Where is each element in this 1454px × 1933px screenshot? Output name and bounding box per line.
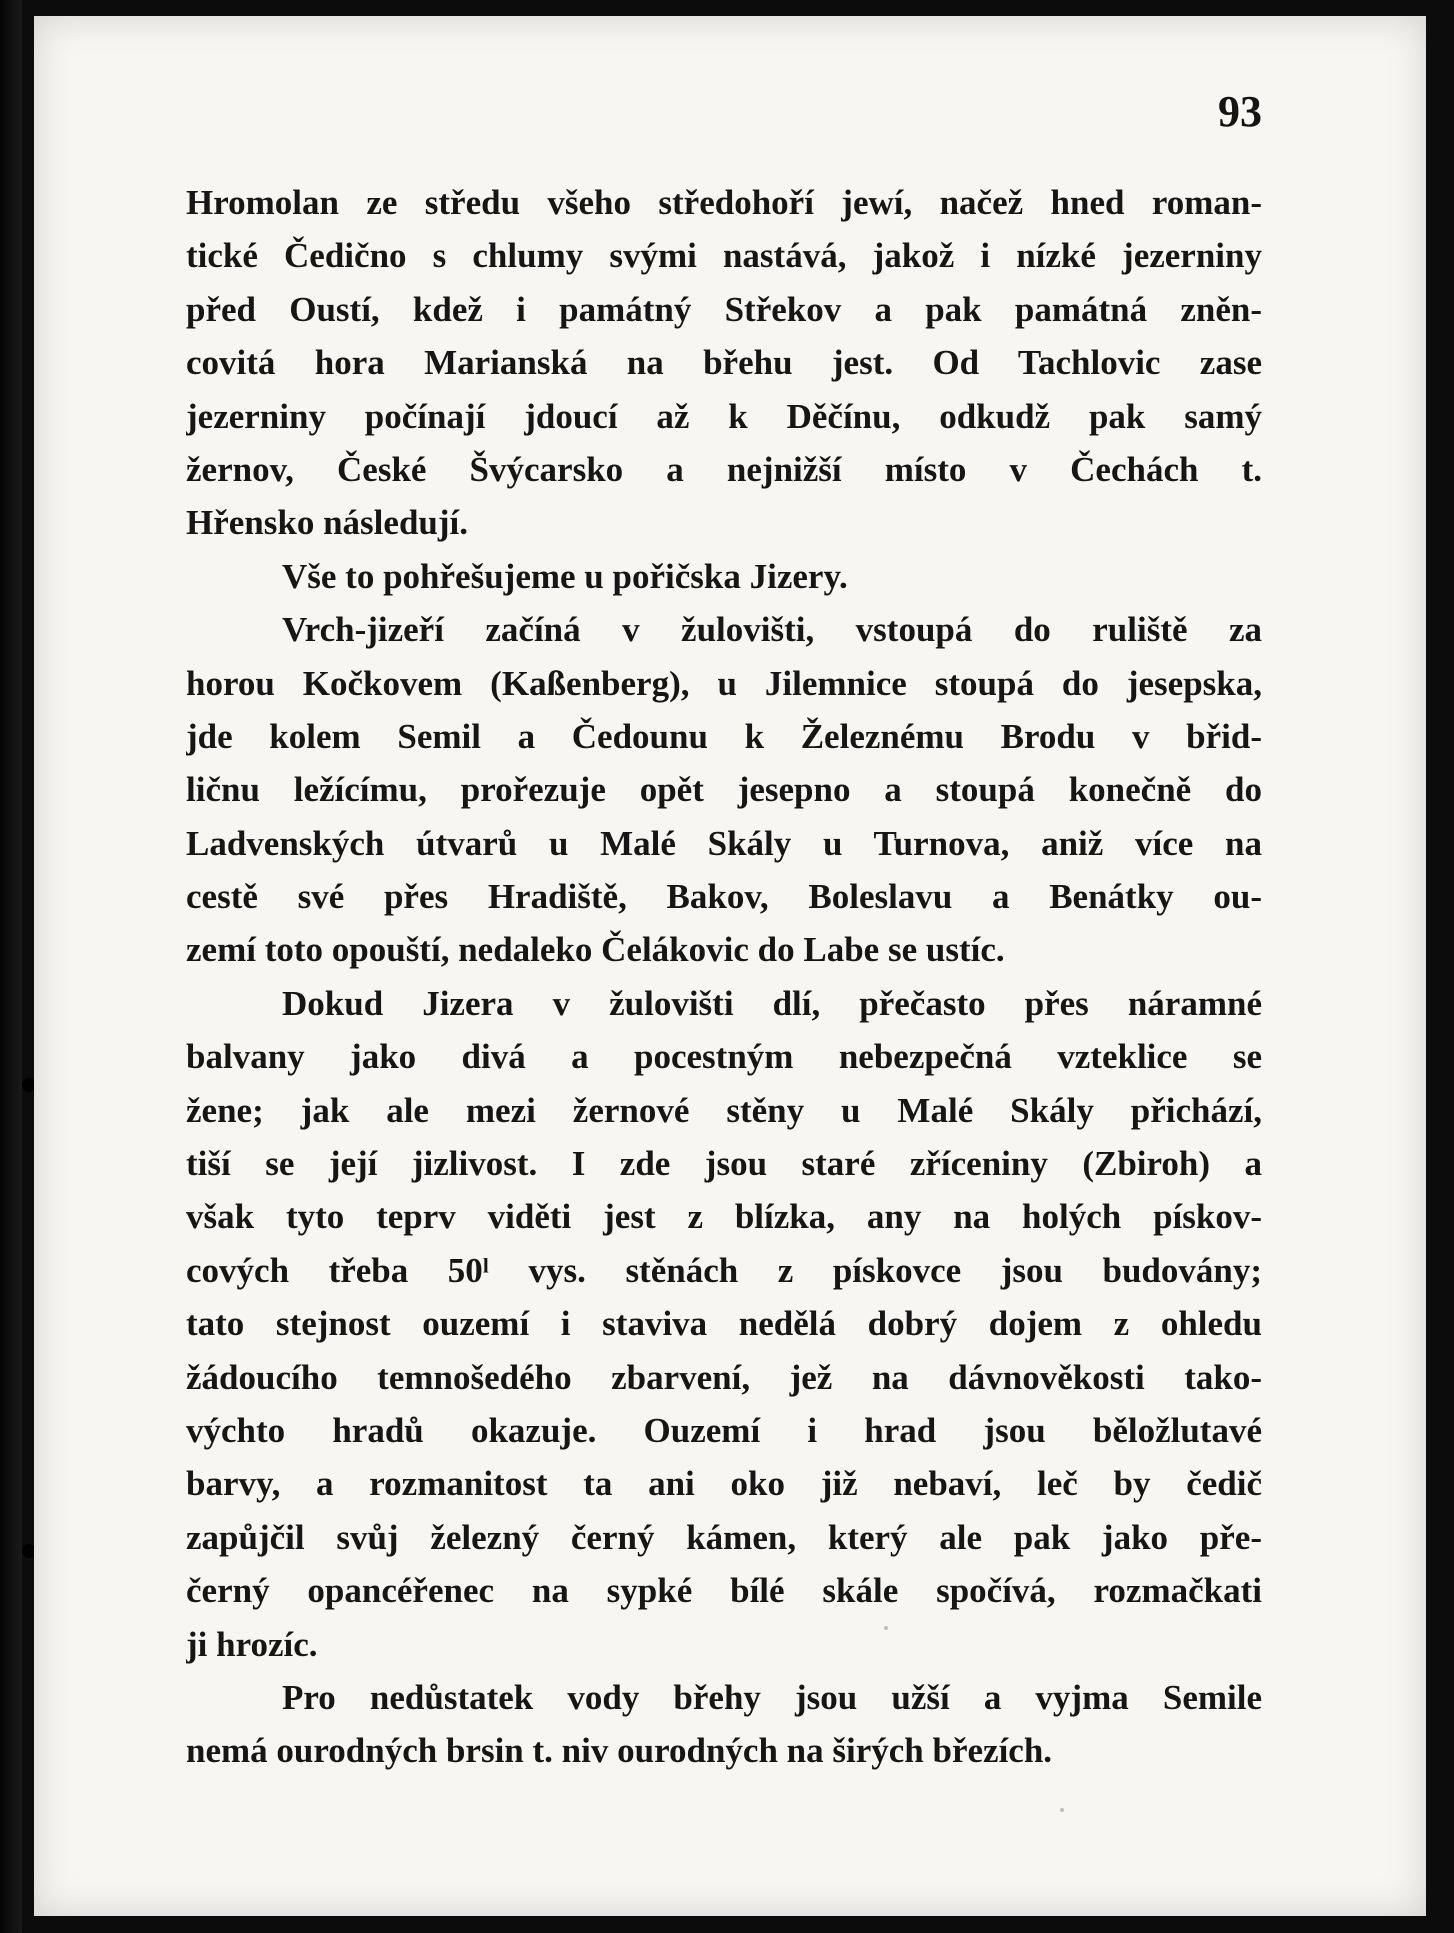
text-line: žernov, České Švýcarsko a nejnižší místo v Čechách t. <box>186 449 1262 489</box>
text-line: ji hrozíc. <box>186 1624 318 1664</box>
body-text <box>186 176 1262 1778</box>
text-line: nemá ourodných brsin t. niv ourodných na širých březích. <box>186 1731 1053 1771</box>
text-line: však tyto teprv viděti jest z blízka, any na holých pískov- <box>186 1197 1262 1237</box>
text-line: balvany jako divá a pocestným nebezpečná vzteklice se <box>186 1037 1262 1077</box>
text-line: výchto hradů okazuje. Ouzemí i hrad jsou běložlutavé <box>186 1410 1262 1450</box>
text-line: černý opancéřenec na sypké bílé skále spočívá, rozmačkati <box>186 1571 1262 1611</box>
text-line: Vše to pohřešujeme u pořičska Jizery. <box>282 556 848 596</box>
text-line: Vrch-jizeří začíná v žulovišti, vstoupá do ruliště za <box>282 610 1262 650</box>
text-line: cových třeba 50ˡ vys. stěnách z pískovce jsou budovány; <box>186 1250 1262 1290</box>
text-line: zemí toto opouští, nedaleko Čelákovic do Labe se ustíc. <box>186 930 1005 970</box>
text-line: jezerniny počínají jdoucí až k Děčínu, odkudž pak samý <box>186 396 1262 436</box>
text-line: ličnu ležícímu, prořezuje opět jesepno a stoupá konečně do <box>186 770 1262 810</box>
text-line: tické Čedično s chlumy svými nastává, jakož i nízké jezerniny <box>186 236 1262 276</box>
page-number: 93 <box>1218 87 1262 136</box>
ink-speck <box>884 1626 888 1630</box>
text-line: zapůjčil svůj železný černý kámen, který ale pak jako pře- <box>186 1517 1262 1557</box>
text-line: jde kolem Semil a Čedounu k Železnému Brodu v břid- <box>186 716 1262 756</box>
paragraph <box>186 977 1262 1671</box>
paragraph <box>186 603 1262 977</box>
text-line: před Oustí, kdež i památný Střekov a pak památná zněn- <box>186 289 1262 329</box>
text-line: tiší se její jizlivost. I zde jsou staré zříceniny (Zbiroh) a <box>186 1144 1262 1184</box>
text-line: Pro nedůstatek vody břehy jsou užší a vyjma Semile <box>282 1677 1262 1717</box>
text-line: cestě své přes Hradiště, Bakov, Boleslavu a Benátky ou- <box>186 877 1262 917</box>
text-line: žádoucího temnošedého zbarvení, jež na dávnověkosti tako- <box>186 1357 1262 1397</box>
binding-edge <box>0 0 22 1933</box>
text-line: žene; jak ale mezi žernové stěny u Malé Skály přichází, <box>186 1090 1262 1130</box>
paragraph <box>186 550 1262 603</box>
ink-speck <box>1060 1808 1064 1812</box>
text-line: Hřensko následují. <box>186 503 468 543</box>
text-line: horou Kočkovem (Kaßenberg), u Jilemnice stoupá do jesepska, <box>186 663 1262 703</box>
text-line: Hromolan ze středu všeho středohoří jewí, načež hned roman- <box>186 183 1262 222</box>
paragraph <box>186 1671 1262 1778</box>
text-line: covitá hora Marianská na břehu jest. Od Tachlovic zase <box>186 343 1262 383</box>
text-line: Dokud Jizera v žulovišti dlí, přečasto přes náramné <box>282 983 1262 1023</box>
text-line: barvy, a rozmanitost ta ani oko již nebaví, leč by čedič <box>186 1464 1262 1504</box>
text-line: tato stejnost ouzemí i staviva nedělá dobrý dojem z ohledu <box>186 1304 1262 1344</box>
paragraph <box>186 176 1262 550</box>
text-line: Ladvenských útvarů u Malé Skály u Turnova, aniž více na <box>186 823 1262 863</box>
